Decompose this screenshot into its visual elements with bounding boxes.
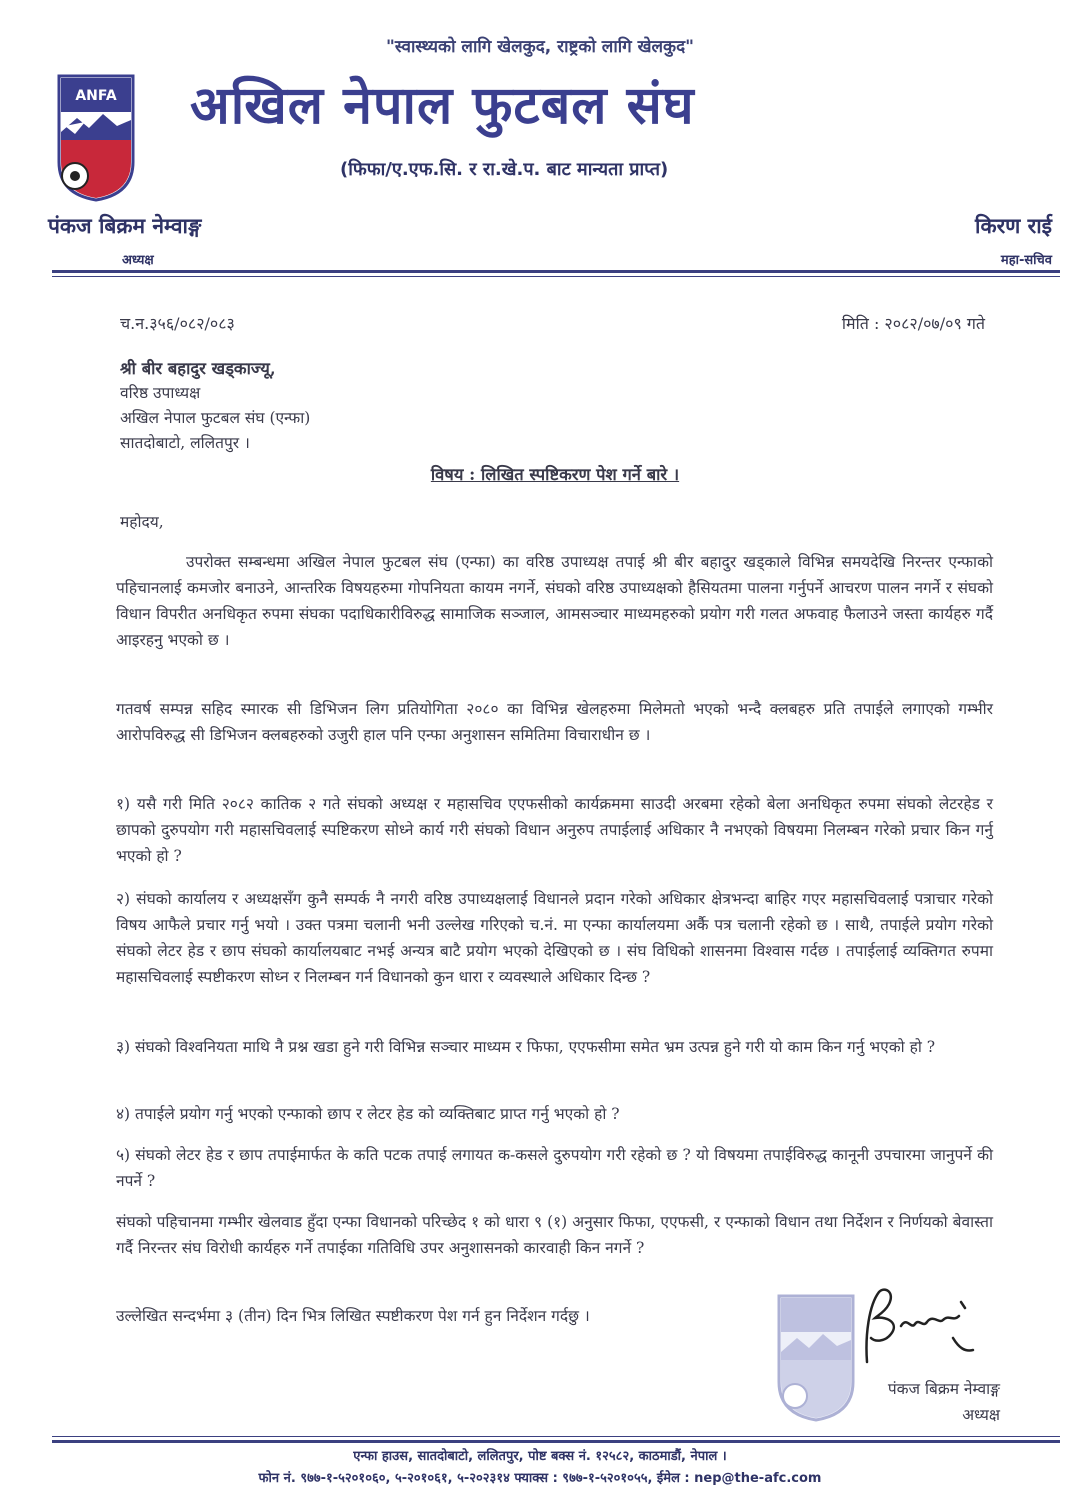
recipient-title: वरिष्ठ उपाध्यक्ष (120, 384, 201, 402)
subject-line: विषय : लिखित स्पष्टिकरण पेश गर्ने बारे । (430, 465, 680, 484)
recipient-address (120, 356, 310, 456)
header-rule-thin (52, 276, 1060, 277)
footer-contact: फोन नं. ९७७-१-५२०१०६०, ५-२०१०६१, ५-२०२३१४ फ्याक्स : ९७७-१-५२०१०५५, ईमेल : nep@the-afc.com (258, 1471, 822, 1486)
salutation: महोदय, (120, 513, 164, 531)
recipient-name: श्री बीर बहादुर खड्काज्यू, (120, 359, 276, 378)
recipient-location: सातदोबाटो, ललितपुर । (120, 434, 250, 452)
logo-text: ANFA (75, 88, 117, 104)
footer-rule-thick (52, 1440, 1060, 1443)
body-paragraph: १) यसै गरी मिति २०८२ कातिक २ गते संघको अध्यक्ष र महासचिव एएफसीको कार्यक्रममा साउदी अरबमा रहेको बेला अनधिकृत रुपमा संघको लेटरहेड र छापको दुरुपयोग गरी महासचिवलाई स्पष्टिकरण सोध्ने कार्य गरी संघको विधान अनुरुप तपाईलाई अधिकार नै नभएको विषयमा निलम्बन गरेको प्रचार किन गर्नु भएको हो ? (116, 795, 993, 865)
body-paragraph: उपरोक्त सम्बन्धमा अखिल नेपाल फुटबल संघ (एन्फा) का वरिष्ठ उपाध्यक्ष तपाई श्री बीर बहादुर खड्काले विभिन्न समयदेखि निरन्तर एन्फाको पहिचानलाई कमजोर बनाउने, आन्तरिक विषयहरुमा गोपनियता कायम नगर्ने, संघको वरिष्ठ उपाध्यक्षको हैसियतमा पालना गर्नुपर्ने आचरण पालन नगर्ने र संघको विधान विपरीत अनधिकृत रुपमा संघका पदाधिकारीविरुद्ध सामाजिक सञ्जाल, आमसञ्चार माध्यमहरुको प्रयोग गरी गलत अफवाह फैलाउने जस्ता कार्यहरु गर्दै आइरहनु भएको छ । (116, 553, 993, 649)
body-paragraph: ४) तपाईले प्रयोग गर्नु भएको एन्फाको छाप र लेटर हेड को व्यक्तिबाट प्राप्त गर्नु भएको हो ? (116, 1105, 620, 1123)
president-name: पंकज बिक्रम नेम्वाङ्ग (48, 214, 202, 238)
recognition-text: (फिफा/ए.एफ.सि. र रा.खे.प. बाट मान्यता प्राप्त) (340, 159, 669, 180)
body-paragraph: उल्लेखित सन्दर्भमा ३ (तीन) दिन भित्र लिखित स्पष्टीकरण पेश गर्न हुन निर्देशन गर्दछु । (116, 1307, 590, 1325)
signer-name: पंकज बिक्रम नेम्वाङ्ग (887, 1380, 1000, 1398)
signature-icon (855, 1280, 985, 1375)
footer-rule-thin (52, 1436, 1060, 1437)
president-block (48, 212, 201, 268)
body-paragraph: ५) संघको लेटर हेड र छाप तपाईमार्फत के कति पटक तपाई लगायत क-कसले दुरुपयोग गरी रहेको छ ? यो विषयमा तपाईविरुद्ध कानूनी उपचारमा जानुपर्ने की नपर्ने ? (116, 1146, 993, 1190)
president-title: अध्यक्ष (122, 253, 154, 268)
body-paragraph: संघको पहिचानमा गम्भीर खेलवाड हुँदा एन्फा विधानको परिच्छेद १ को धारा ९ (१) अनुसार फिफा, एएफसी, र एन्फाको विधान तथा निर्देशन र निर्णयको बेवास्ता गर्दै निरन्तर संघ विरोधी कार्यहरु गर्ने तपाईका गतिविधि उपर अनुशासनको कारवाही किन नगर्ने ? (116, 1213, 993, 1257)
letter-date: मिति : २०८२/०७/०९ गते (841, 314, 985, 333)
signer-title: अध्यक्ष (962, 1406, 1000, 1424)
letterhead-motto: "स्वास्थ्यको लागि खेलकुद, राष्ट्रको लागि खेलकुद" (386, 37, 694, 57)
signer-block (840, 1376, 1000, 1428)
footer-address: एन्फा हाउस, सातदोबाटो, ललितपुर, पोष्ट बक्स नं. १२५८२, काठमाडौं, नेपाल । (353, 1449, 727, 1464)
org-name: अखिल नेपाल फुटबल संघ (190, 76, 695, 136)
body-paragraph: २) संघको कार्यालय र अध्यक्षसँग कुनै सम्पर्क नै नगरी वरिष्ठ उपाध्यक्षलाई विधानले प्रदान गरेको अधिकार क्षेत्रभन्दा बाहिर गएर महासचिवलाई पत्राचार गरेको विषय आफैले प्रचार गर्नु भयो । उक्त पत्रमा चलानी भनी उल्लेख गरिएको च.नं. मा एन्फा कार्यालयमा अर्कै पत्र चलानी रहेको छ । साथै, तपाईले प्रयोग गरेको संघको लेटर हेड र छाप संघको कार्यालयबाट नभई अन्यत्र बाटै प्रयोग भएको देखिएको छ । संघ विधिको शासनमा विश्वास गर्दछ । तपाईलाई व्यक्तिगत रुपमा महासचिवलाई स्पष्टीकरण सोध्न र निलम्बन गर्न विधानको कुन धारा र व्यवस्थाले अधिकार दिन्छ ? (116, 890, 993, 986)
secretary-block (975, 212, 1052, 268)
secretary-title: महा-सचिव (1000, 253, 1052, 268)
header-rule-thick (52, 270, 1060, 273)
anfa-logo-icon (55, 70, 137, 202)
body-paragraph: गतवर्ष सम्पन्न सहिद स्मारक सी डिभिजन लिग प्रतियोगिता २०८० का विभिन्न खेलहरुमा मिलेमतो भएको भन्दै क्लबहरु प्रति तपाईले लगाएको गम्भीर आरोपविरुद्ध सी डिभिजन क्लबहरुको उजुरी हाल पनि एन्फा अनुशासन समितिमा विचाराधीन छ । (116, 700, 993, 744)
body-paragraph: ३) संघको विश्वनियता माथि नै प्रश्न खडा हुने गरी विभिन्न सञ्चार माध्यम र फिफा, एएफसीमा समेत भ्रम उत्पन्न हुने गरी यो काम किन गर्नु भएको हो ? (116, 1038, 936, 1056)
recipient-org: अखिल नेपाल फुटबल संघ (एन्फा) (120, 409, 311, 427)
secretary-name: किरण राई (975, 214, 1052, 238)
reference-number: च.न.३५६/०८२/०८३ (120, 314, 235, 333)
